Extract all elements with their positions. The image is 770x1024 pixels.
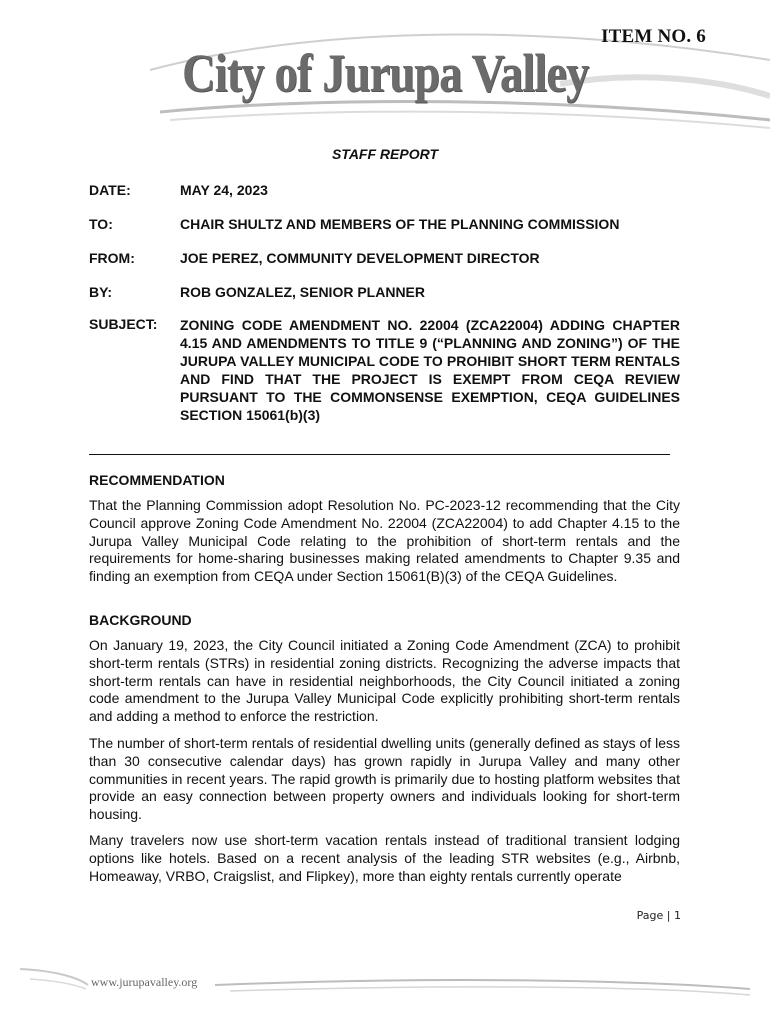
memo-subject-label: SUBJECT: <box>89 316 158 332</box>
memo-by-label: BY: <box>89 284 113 300</box>
background-heading: BACKGROUND <box>89 612 192 628</box>
memo-from-label: FROM: <box>89 250 135 266</box>
background-paragraph-1: On January 19, 2023, the City Council initiated a Zoning Code Amendment (ZCA) to prohibit short-term rentals (STRs) in residential zoning districts. Recognizing the adverse impacts that short-term rentals can have in residential neighborhoods, the City Council initiated a zoning code amendment to the Jurupa Valley Municipal Code explicitly prohibiting short-term rentals and adding a method to enforce the restriction. <box>89 637 680 725</box>
page-number: Page | 1 <box>636 909 681 922</box>
memo-to-label: TO: <box>89 216 113 232</box>
background-paragraph-2: The number of short-term rentals of residential dwelling units (generally defined as stays of less than 30 consecutive calendar days) has grown rapidly in Jurupa Valley and many other communities in recent years. The rapid growth is primarily due to hosting platform websites that provide an easy connection between property owners and individuals looking for short-term housing. <box>89 735 680 823</box>
background-paragraph-3: Many travelers now use short-term vacation rentals instead of traditional transient lodging options like hotels. Based on a recent analysis of the leading STR websites (e.g., Airbnb, Homeaway, VRBO, Craigslist, and Flipkey), more than eighty rentals currently operate <box>89 832 680 884</box>
recommendation-heading: RECOMMENDATION <box>89 472 225 488</box>
memo-date-label: DATE: <box>89 182 131 198</box>
item-number: ITEM NO. 6 <box>601 26 706 47</box>
report-title: STAFF REPORT <box>331 146 439 162</box>
memo-date-value: MAY 24, 2023 <box>180 182 268 198</box>
memo-by-value: ROB GONZALEZ, SENIOR PLANNER <box>180 284 426 300</box>
footer-website-url: www.jurupavalley.org <box>91 975 198 989</box>
memo-from-value: JOE PEREZ, COMMUNITY DEVELOPMENT DIRECTOR <box>180 250 540 266</box>
recommendation-paragraph: That the Planning Commission adopt Resolution No. PC-2023-12 recommending that the City Council approve Zoning Code Amendment No. 22004 (ZCA22004) to add Chapter 4.15 to the Jurupa Valley Municipal Code relating to the prohibition of short-term rentals and the requirements for home-sharing businesses making related amendments to Chapter 9.35 and finding an exemption from CEQA under Section 15061(B)(3) of the CEQA Guidelines. <box>89 497 680 585</box>
memo-subject-value: ZONING CODE AMENDMENT NO. 22004 (ZCA22004) ADDING CHAPTER 4.15 AND AMENDMENTS TO TITLE 9 (“PLANNING AND ZONING”) OF THE JURUPA VALLEY MUNICIPAL CODE TO PROHIBIT SHORT TERM RENTALS AND FIND THAT THE PROJECT IS EXEMPT FROM CEQA REVIEW PURSUANT TO THE COMMONSENSE EXEMPTION, CEQA GUIDELINES SECTION 15061(b)(3) <box>180 317 680 423</box>
divider-line <box>89 454 670 455</box>
memo-to-value: CHAIR SHULTZ AND MEMBERS OF THE PLANNING COMMISSION <box>180 216 620 232</box>
city-logo-text: City of Jurupa Valley <box>182 43 589 103</box>
